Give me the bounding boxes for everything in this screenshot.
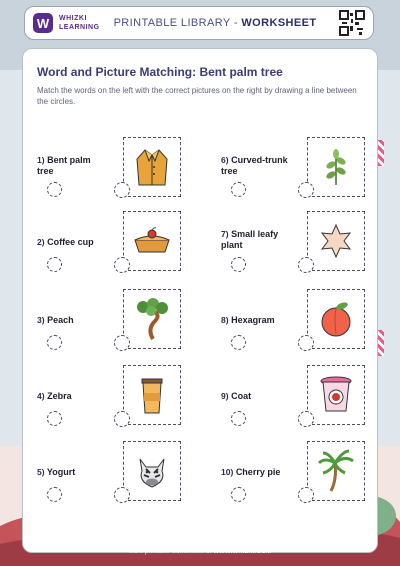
word-circle[interactable] xyxy=(47,487,62,502)
yogurt-icon xyxy=(318,375,354,415)
word-circle[interactable] xyxy=(231,411,246,426)
qr-code-icon xyxy=(339,10,365,36)
word-circle[interactable] xyxy=(47,411,62,426)
picture-circle[interactable] xyxy=(114,182,130,198)
match-row xyxy=(23,289,379,351)
bent-palm-tree-icon xyxy=(133,297,171,341)
word-circle[interactable] xyxy=(231,257,246,272)
curved-trunk-tree-icon xyxy=(317,449,355,493)
word-label: 1) Bent palm tree xyxy=(37,155,91,176)
picture-circle[interactable] xyxy=(298,335,314,351)
picture-box xyxy=(307,365,365,425)
picture-box xyxy=(123,137,181,197)
picture-circle[interactable] xyxy=(114,335,130,351)
word-label: 2) Coffee cup xyxy=(37,237,94,247)
hexagram-icon xyxy=(318,223,354,259)
cherry-pie-icon xyxy=(132,226,172,256)
picture-circle[interactable] xyxy=(298,182,314,198)
word-circle[interactable] xyxy=(231,182,246,197)
header-bar xyxy=(24,6,374,40)
match-row xyxy=(23,137,379,199)
match-row xyxy=(23,211,379,273)
word-label: 7) Small leafy plant xyxy=(221,229,279,250)
zebra-icon xyxy=(132,451,172,491)
word-circle[interactable] xyxy=(47,257,62,272)
peach-icon xyxy=(318,300,354,338)
whizki-logo-icon[interactable]: W xyxy=(33,13,53,33)
match-row xyxy=(23,365,379,427)
picture-box xyxy=(307,289,365,349)
picture-circle[interactable] xyxy=(114,487,130,503)
worksheet-card xyxy=(22,48,378,553)
logo-text xyxy=(59,14,100,32)
word-circle[interactable] xyxy=(47,182,62,197)
word-label: 5) Yogurt xyxy=(37,467,76,477)
picture-circle[interactable] xyxy=(114,411,130,427)
logo-line-2: LEARNING xyxy=(59,24,100,31)
word-circle[interactable] xyxy=(231,487,246,502)
worksheet-title: Word and Picture Matching: Bent palm tree xyxy=(37,65,283,79)
picture-box xyxy=(307,211,365,271)
match-row xyxy=(23,441,379,503)
picture-box xyxy=(123,289,181,349)
picture-box xyxy=(123,441,181,501)
footer-prefix: More printable worksheets at xyxy=(128,549,214,555)
picture-box xyxy=(123,211,181,271)
library-title xyxy=(114,17,317,29)
word-label: 4) Zebra xyxy=(37,391,72,401)
footer xyxy=(0,549,400,555)
small-leafy-plant-icon xyxy=(321,147,351,187)
picture-circle[interactable] xyxy=(114,257,130,273)
picture-box xyxy=(123,365,181,425)
coat-icon xyxy=(135,147,169,187)
word-label: 3) Peach xyxy=(37,315,74,325)
picture-circle[interactable] xyxy=(298,487,314,503)
picture-box xyxy=(307,441,365,501)
word-label: 10) Cherry pie xyxy=(221,467,281,477)
footer-site-link[interactable]: WWW.WHIZKI.COM xyxy=(213,549,272,555)
picture-circle[interactable] xyxy=(298,257,314,273)
word-label: 8) Hexagram xyxy=(221,315,275,325)
word-label: 6) Curved-trunk tree xyxy=(221,155,288,176)
word-label: 9) Coat xyxy=(221,391,252,401)
worksheet-instructions: Match the words on the left with the correct pictures on the right by drawing a line between the circles. xyxy=(37,86,357,106)
logo-line-1: WHIZKI xyxy=(59,15,87,22)
picture-circle[interactable] xyxy=(298,411,314,427)
word-circle[interactable] xyxy=(47,335,62,350)
picture-box xyxy=(307,137,365,197)
coffee-cup-icon xyxy=(136,375,168,415)
library-title-prefix: PRINTABLE LIBRARY - xyxy=(113,17,242,29)
word-circle[interactable] xyxy=(231,335,246,350)
library-title-bold: WORKSHEET xyxy=(241,17,317,29)
